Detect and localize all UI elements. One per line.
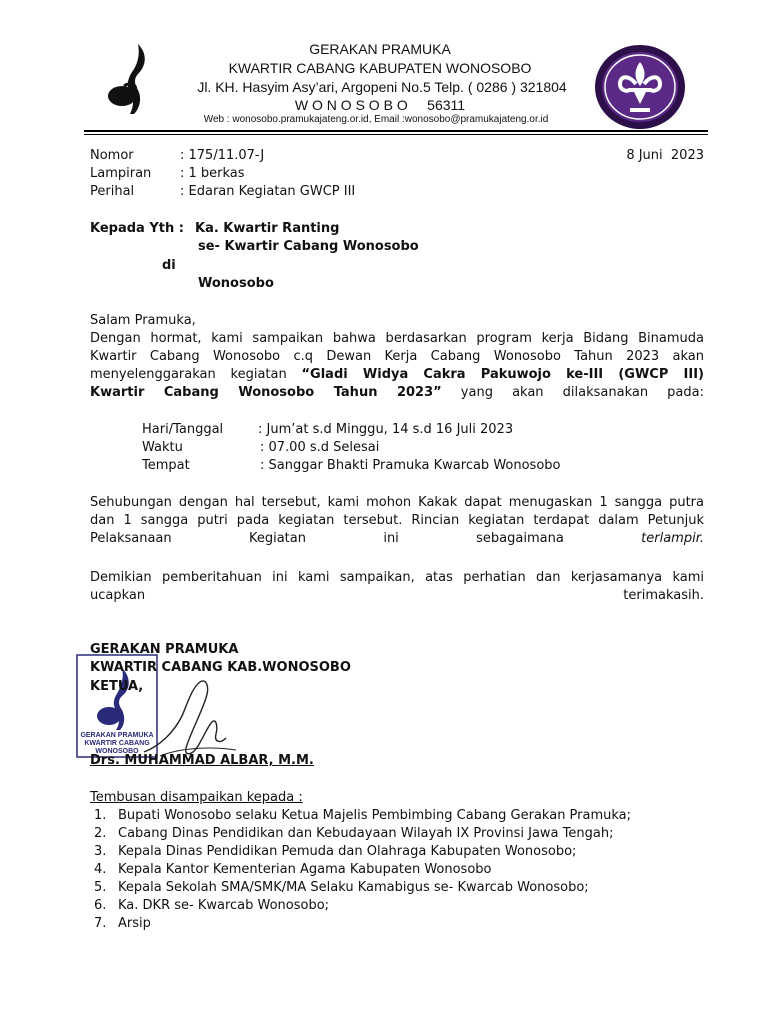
list-number: 3.: [94, 844, 107, 859]
signature-role: KETUA,: [90, 679, 144, 694]
letterhead-branch: KWARTIR CABANG KABUPATEN WONOSOBO: [228, 60, 532, 76]
letterhead-address: Jl. KH. Hasyim Asy’ari, Argopeni No.5 Telp. ( 0286 ) 321804: [197, 79, 567, 95]
list-text: Kepala Sekolah SMA/SMK/MA Selaku Kamabigus se- Kwarcab Wonosobo;: [118, 880, 589, 895]
list-text: Kepala Kantor Kementerian Agama Kabupaten Wonosobo: [118, 862, 492, 877]
cc-label: Tembusan disampaikan kepada :: [90, 790, 303, 805]
list-item: [94, 897, 694, 915]
list-number: 5.: [94, 880, 107, 895]
detail-value: : Jum’at s.d Minggu, 14 s.d 16 Juli 2023: [258, 422, 514, 437]
paragraph-3-line: ucapkan terimakasih.: [90, 588, 704, 603]
list-item: [94, 915, 694, 933]
detail-label: Tempat: [142, 458, 190, 473]
paragraph-1-line: Dengan hormat, kami sampaikan bahwa berdasarkan program kerja Bidang Binamuda: [90, 331, 704, 346]
list-item: [94, 861, 694, 879]
paragraph-3: [90, 569, 704, 605]
p1-text-end: yang akan dilaksanakan pada:: [441, 385, 704, 400]
paragraph-2-line: Sehubungan dengan hal tersebut, kami mohon Kakak dapat menugaskan 1 sangga putra: [90, 495, 704, 510]
list-text: Ka. DKR se- Kwarcab Wonosobo;: [118, 898, 330, 913]
addressee-place: Wonosobo: [198, 276, 274, 291]
signature-branch: KWARTIR CABANG KAB.WONOSOBO: [90, 660, 351, 675]
list-item: [94, 879, 694, 897]
detail-label: Waktu: [142, 440, 183, 455]
addressee-label: Kepada Yth :: [90, 221, 184, 236]
list-number: 4.: [94, 862, 107, 877]
right-emblem: [594, 44, 686, 130]
nomor-value: : 175/11.07-J: [180, 148, 265, 163]
paragraph-1: [90, 330, 704, 402]
left-logo: [104, 40, 162, 118]
detail-label: Hari/Tanggal: [142, 422, 224, 437]
list-text: Arsip: [118, 916, 151, 931]
p2-text: Pelaksanaan Kegiatan ini sebagaimana: [90, 531, 642, 546]
paragraph-3-line: Demikian pemberitahuan ini kami sampaikan, atas perhatian dan kerjasamanya kami: [90, 570, 704, 585]
paragraph-1-line: Kwartir Cabang Wonosobo c.q Dewan Kerja Cabang Wonosobo Tahun 2023 akan: [90, 349, 704, 364]
perihal-label: Perihal: [90, 184, 135, 199]
addressee-line1: Ka. Kwartir Ranting: [195, 221, 340, 236]
greeting: Salam Pramuka,: [90, 313, 196, 328]
paragraph-2-line: dan 1 sangga putri pada kegiatan tersebut. Rincian kegiatan terdapat dalam Petunjuk: [90, 513, 704, 528]
perihal-value: : Edaran Kegiatan GWCP III: [180, 184, 356, 199]
paragraph-2: [90, 494, 704, 548]
list-number: 1.: [94, 808, 107, 823]
list-item: [94, 825, 694, 843]
event-title: “Gladi Widya Cakra Pakuwojo ke-III (GWCP III): [301, 367, 704, 382]
addressee-line2: se- Kwartir Cabang Wonosobo: [198, 239, 419, 254]
list-text: Kepala Dinas Pendidikan Pemuda dan Olahraga Kabupaten Wonosobo;: [118, 844, 577, 859]
stamp-text-3: WONOSOBO: [95, 748, 139, 755]
paragraph-2-line-3: [90, 530, 704, 548]
list-item: [94, 843, 694, 861]
lampiran-value: : 1 berkas: [180, 166, 245, 181]
list-number: 2.: [94, 826, 107, 841]
nomor-label: Nomor: [90, 148, 134, 163]
paragraph-1-line-4: [90, 384, 704, 402]
list-number: 7.: [94, 916, 107, 931]
list-item: [94, 807, 694, 825]
paragraph-1-line-3: [90, 366, 704, 384]
p1-text: menyelenggarakan kegiatan: [90, 367, 302, 382]
addressee-di: di: [162, 258, 176, 273]
signature-org: GERAKAN PRAMUKA: [90, 642, 239, 657]
letterhead-rule: [84, 130, 708, 132]
cc-list: [94, 807, 694, 933]
letterhead-city: W O N O S O B O 56311: [294, 97, 466, 113]
list-number: 6.: [94, 898, 107, 913]
stamp-text-1: GERAKAN PRAMUKA: [80, 732, 154, 739]
detail-value: : 07.00 s.d Selesai: [260, 440, 380, 455]
signatory-name: Drs. MUHAMMAD ALBAR, M.M.: [90, 753, 314, 768]
letterhead-web: Web : wonosobo.pramukajateng.or.id, Email :wonosobo@pramukajateng.or.id: [203, 114, 549, 125]
stamp-text-2: KWARTIR CABANG: [84, 740, 150, 747]
list-text: Cabang Dinas Pendidikan dan Kebudayaan Wilayah IX Provinsi Jawa Tengah;: [118, 826, 614, 841]
lampiran-label: Lampiran: [90, 166, 152, 181]
letterhead-org: GERAKAN PRAMUKA: [309, 41, 451, 57]
letter-date: 8 Juni 2023: [626, 148, 704, 163]
letterhead-rule-thin: [84, 134, 708, 135]
event-title-cont: Kwartir Cabang Wonosobo Tahun 2023”: [90, 385, 442, 400]
detail-value: : Sanggar Bhakti Pramuka Kwarcab Wonosobo: [260, 458, 561, 473]
list-text: Bupati Wonosobo selaku Ketua Majelis Pembimbing Cabang Gerakan Pramuka;: [118, 808, 632, 823]
terlampir-text: terlampir.: [641, 531, 704, 546]
